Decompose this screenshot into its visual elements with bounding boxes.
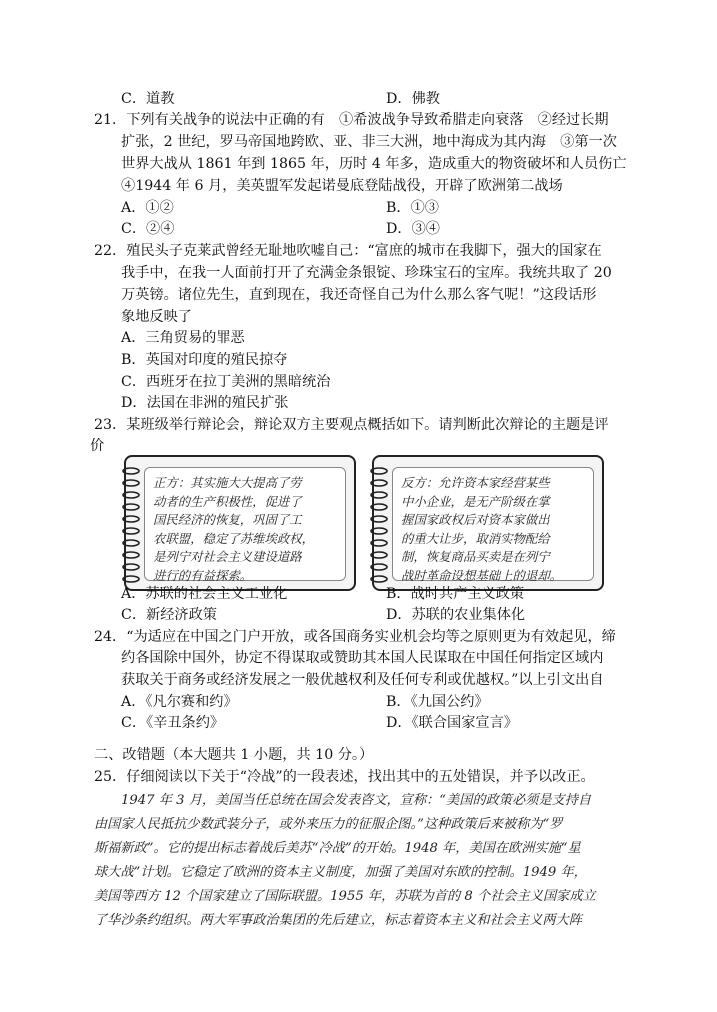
pro-line: 国民经济的恢复，巩固了工 <box>153 512 302 527</box>
q22-stem-line: 22．殖民头子克莱武曾经无耻地吹嘘自己：“富庶的城市在我脚下，强大的国家在 <box>94 243 602 259</box>
pro-line: 是列宁对社会主义建设道路 <box>153 549 302 564</box>
notebook-rings-icon <box>368 463 390 587</box>
q21-option-b: B．①③ <box>386 200 439 216</box>
con-line: 反方：允许资本家经营某些 <box>401 475 550 490</box>
q22-option-a: A．三角贸易的罪恶 <box>121 330 245 346</box>
q21-stem-line: 扩张，2 世纪，罗马帝国地跨欧、亚、非三大洲，地中海成为其内海 ③第一次 <box>121 134 617 150</box>
q25-passage-line: 了华沙条约组织。两大军事政治集团的先后建立，标志着资本主义和社会主义两大阵 <box>94 913 582 928</box>
con-line: 中小企业，是无产阶级在掌 <box>401 493 550 509</box>
q22-stem-line: 象地反映了 <box>121 309 192 325</box>
con-argument-text <box>392 467 594 581</box>
con-line: 的重大让步，取消实物配给 <box>401 530 550 546</box>
q22-option-d: D．法国在非洲的殖民扩张 <box>121 395 289 411</box>
q23-option-c: C．新经济政策 <box>121 607 217 623</box>
q23-stem-line: 23．某班级举行辩论会，辩论双方主要观点概括如下。请判断此次辩论的主题是评 <box>94 417 609 433</box>
notebook-rings-icon <box>120 463 142 587</box>
section-heading: 二、改错题（本大题共 1 小题，共 10 分。） <box>94 747 374 763</box>
pro-argument-notebook <box>124 455 356 591</box>
q25-passage-line: 斯福新政”。它的提出标志着战后美苏“冷战”的开始。1948 年，美国在欧洲实施“星 <box>94 841 581 856</box>
q24-option-d: D．《联合国家宣言》 <box>386 715 518 731</box>
pro-argument-text <box>144 467 346 581</box>
con-line: 握国家政权后对资本家做出 <box>401 512 550 527</box>
q21-option-a: A．①② <box>121 200 174 216</box>
q22-stem-line: 我手中，在我一人面前打开了充满金条银锭、珍珠宝石的宝库。我统共取了 20 <box>121 265 612 281</box>
q22-option-c: C．西班牙在拉丁美洲的黑暗统治 <box>121 374 331 390</box>
q23-option-d: D．苏联的农业集体化 <box>386 607 526 623</box>
pro-line: 正方：其实施大大提高了劳 <box>153 475 302 490</box>
q20-option-c: C．道教 <box>121 91 175 107</box>
con-line: 战时革命设想基础上的退却。 <box>401 567 563 583</box>
q24-option-b: B．《九国公约》 <box>386 694 489 710</box>
pro-line: 动者的生产积极性，促进了 <box>153 493 302 509</box>
q24-stem-line: 获取关于商务或经济发展之一般优越权利及任何专利或优越权。”以上引文出自 <box>121 672 604 688</box>
q20-option-d: D．佛教 <box>386 91 440 107</box>
q23-stem-line: 价 <box>90 438 105 454</box>
q21-stem-line: 21．下列有关战争的说法中正确的有 ①希波战争导致希腊走向衰落 ②经过长期 <box>94 112 609 128</box>
q21-option-c: C．②④ <box>121 221 175 237</box>
q22-option-b: B．英国对印度的殖民掠夺 <box>121 352 288 368</box>
con-line: 制，恢复商品买卖是在列宁 <box>401 549 550 564</box>
q25-passage-line: 1947 年 3 月，美国当任总统在国会发表咨文，宣称：“美国的政策必须是支持自 <box>121 793 592 808</box>
pro-line: 进行的有益探索。 <box>153 567 253 583</box>
con-argument-notebook <box>372 455 604 591</box>
q24-option-c: C．《辛丑条约》 <box>121 715 225 731</box>
q25-stem: 25．仔细阅读以下关于“冷战”的一段表述，找出其中的五处错误，并予以改正。 <box>94 769 595 785</box>
q21-stem-line: 世界大战从 1861 年到 1865 年，历时 4 年多，造成重大的物资破坏和人员伤亡 <box>121 156 627 172</box>
q24-stem-line: 24．“为适应在中国之门户开放，或各国商务实业机会均等之原则更为有效起见，缔 <box>94 629 616 645</box>
q24-option-a: A．《凡尔赛和约》 <box>121 694 238 710</box>
q23-option-a: A．苏联的社会主义工业化 <box>121 586 288 602</box>
q21-option-d: D．③④ <box>386 221 440 237</box>
q25-passage-line: 由国家人民抵抗少数武装分子，或外来压力的征服企图。”这种政策后来被称为“罗 <box>94 817 563 832</box>
pro-line: 农联盟，稳定了苏维埃政权， <box>153 530 315 546</box>
q25-passage-line: 球大战”计划。它稳定了欧洲的资本主义制度，加强了美国对东欧的控制。1949 年， <box>94 865 587 880</box>
q25-passage-line: 美国等西方 12 个国家建立了国际联盟。1955 年，苏联为首的 8 个社会主义国家成立 <box>94 889 596 904</box>
q21-stem-line: ④1944 年 6 月，美英盟军发起诺曼底登陆战役，开辟了欧洲第二战场 <box>121 178 563 194</box>
q24-stem-line: 约各国除中国外，协定不得谋取或赞助其本国人民谋取在中国任何指定区域内 <box>121 650 604 666</box>
q23-option-b: B．战时共产主义政策 <box>386 586 525 602</box>
q22-stem-line: 万英镑。诸位先生，直到现在，我还奇怪自己为什么那么客气呢！”这段话形 <box>121 287 597 303</box>
